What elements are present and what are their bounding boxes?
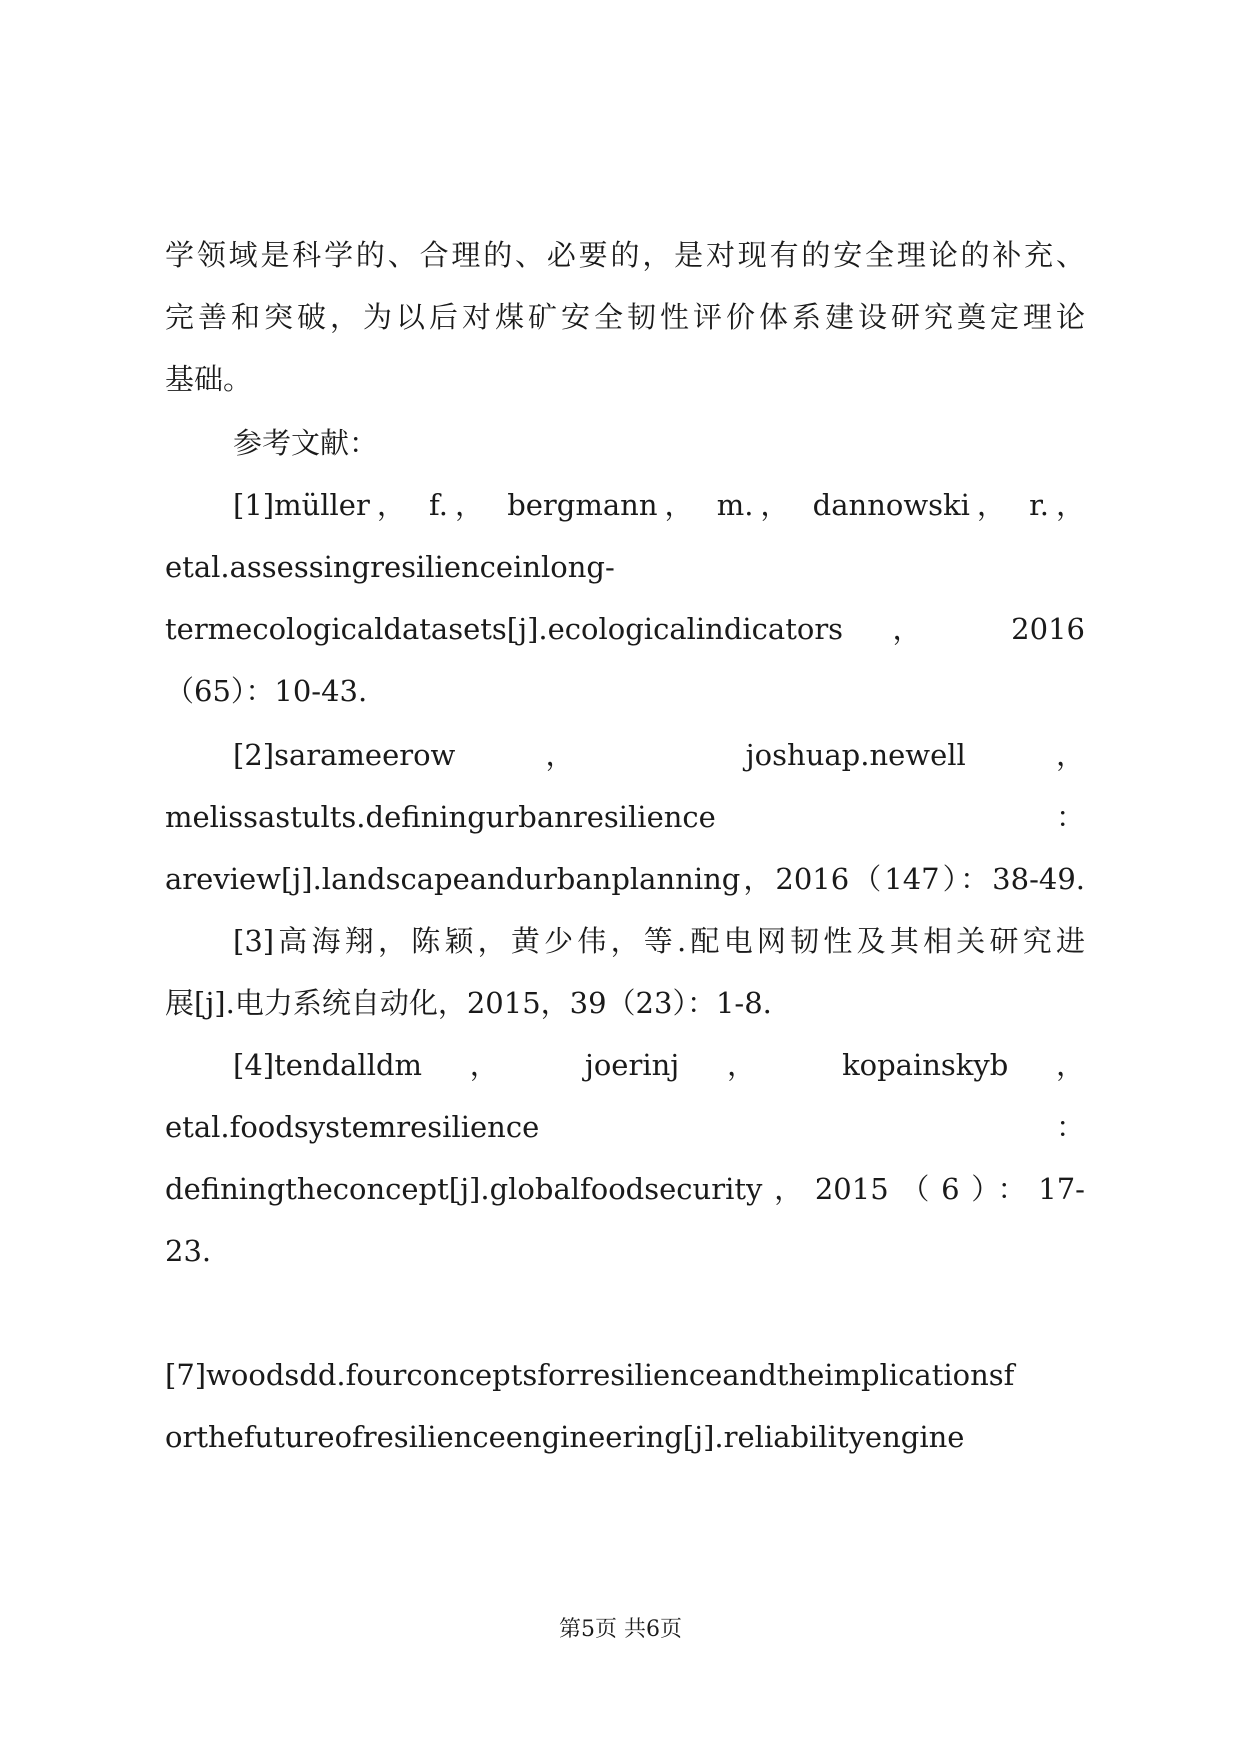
reference-1-line: termecologicaldatasets[j].ecologicalindicators ， 2016 <box>165 612 1085 646</box>
reference-7-line: orthefutureofresilienceengineering[j].reliabilityengine <box>165 1420 965 1454</box>
reference-2-line: areview[j].landscapeandurbanplanning，2016（147）：38-49. <box>165 862 1085 896</box>
reference-1-line: [1]müller， f.， bergmann， m.， dannowski， r.， <box>233 488 1085 522</box>
reference-4-line: 23. <box>165 1234 212 1268</box>
reference-4-line: etal.foodsystemresilience ： <box>165 1110 1085 1144</box>
reference-3-line: 展[j].电力系统自动化，2015，39（23）：1-8. <box>165 986 772 1020</box>
paragraph-line: 完善和突破，为以后对煤矿安全韧性评价体系建设研究奠定理论 <box>165 300 1085 334</box>
paragraph-line: 基础。 <box>165 362 253 396</box>
reference-7-line: [7]woodsdd.fourconceptsforresilienceandtheimplicationsf <box>165 1358 1015 1392</box>
reference-1-line: （65）：10-43. <box>165 674 368 708</box>
references-heading: 参考文献： <box>233 426 379 460</box>
reference-3-line: [3]高海翔，陈颖，黄少伟，等.配电网韧性及其相关研究进 <box>233 924 1085 958</box>
reference-1-line: etal.assessingresilienceinlong- <box>165 550 615 584</box>
reference-2-line: [2]sarameerow ， joshuap.newell ， <box>233 738 1085 772</box>
reference-4-line: definingtheconcept[j].globalfoodsecurity，2015（6）：17- <box>165 1172 1085 1206</box>
reference-4-line: [4]tendalldm ， joerinj ， kopainskyb ， <box>233 1048 1085 1082</box>
paragraph-line: 学领域是科学的、合理的、必要的，是对现有的安全理论的补充、 <box>165 238 1085 272</box>
reference-2-line: melissastults.definingurbanresilience ： <box>165 800 1085 834</box>
page-footer: 第5页 共6页 <box>559 1617 682 1642</box>
